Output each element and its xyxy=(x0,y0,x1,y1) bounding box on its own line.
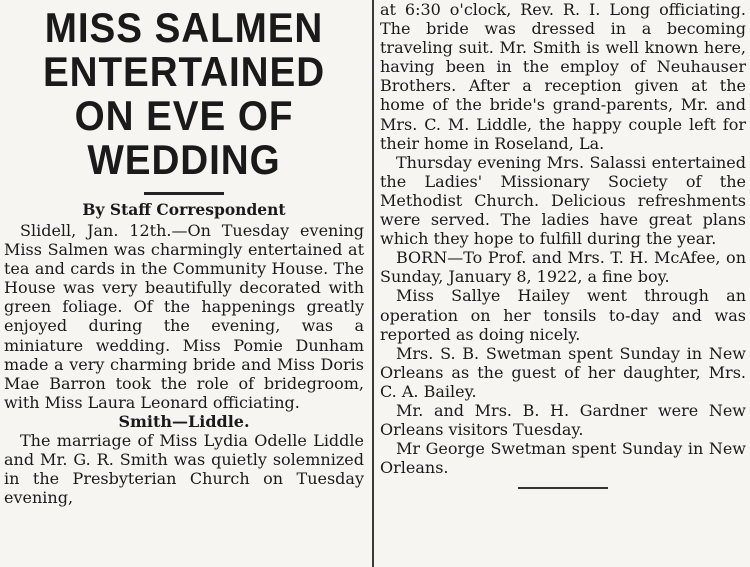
article-paragraph: Slidell, Jan. 12th.—On Tuesday evening Miss Salmen was charmingly entertained at tea and cards in the Community House. The House was very beautifully decorated with green foliage. Of the happenings greatly enjoyed during the evening, was a miniature wedding. Miss Pomie Dunham made a very charming bride and Miss Doris Mae Barron took the role of bridegroom, with Miss Laura Leonard officiating. xyxy=(4,221,364,412)
headline-line-3: ON EVE OF xyxy=(74,92,294,139)
headline xyxy=(18,6,349,182)
headline-line-2: ENTERTAINED xyxy=(42,48,326,95)
end-rule xyxy=(518,487,608,489)
subhead: Smith—Liddle. xyxy=(118,411,250,431)
article-paragraph: Miss Sallye Hailey went through an operation on her tonsils to-day and was reported as doing nicely. xyxy=(380,286,746,344)
article-paragraph: Mrs. S. B. Swetman spent Sunday in New Orleans as the guest of her daughter, Mrs. C. A. Bailey. xyxy=(380,343,746,401)
left-column xyxy=(4,0,364,507)
headline-rule xyxy=(144,192,224,195)
article-paragraph: BORN—To Prof. and Mrs. T. H. McAfee, on Sunday, January 8, 1922, a fine boy. xyxy=(380,248,746,287)
article-paragraph: at 6:30 o'clock, Rev. R. I. Long officiating. The bride was dressed in a becoming traveling suit. Mr. Smith is well known here, having been in the employ of Neuhauser Brothers. After a reception given at the home of the bride's grand-parents, Mr. and Mrs. C. M. Liddle, the happy couple left for their home in Roseland, La. xyxy=(380,0,746,153)
column-divider xyxy=(372,0,374,567)
article-paragraph: Mr. and Mrs. B. H. Gardner were New Orleans visitors Tuesday. xyxy=(380,400,746,440)
headline-line-1: MISS SALMEN xyxy=(44,4,324,51)
article-paragraph: Thursday evening Mrs. Salassi entertained the Ladies' Missionary Society of the Methodist Church. Delicious refreshments were served. The ladies have great plans which they hope to fulfill during the year. xyxy=(380,152,746,249)
right-column xyxy=(380,0,746,489)
headline-line-4: WEDDING xyxy=(87,136,281,183)
article-paragraph: Mr George Swetman spent Sunday in New Orleans. xyxy=(380,439,746,478)
byline: By Staff Correspondent xyxy=(82,200,286,219)
article-paragraph: The marriage of Miss Lydia Odelle Liddle and Mr. G. R. Smith was quietly solemnized in the Presbyterian Church on Tuesday evening, xyxy=(4,430,364,508)
